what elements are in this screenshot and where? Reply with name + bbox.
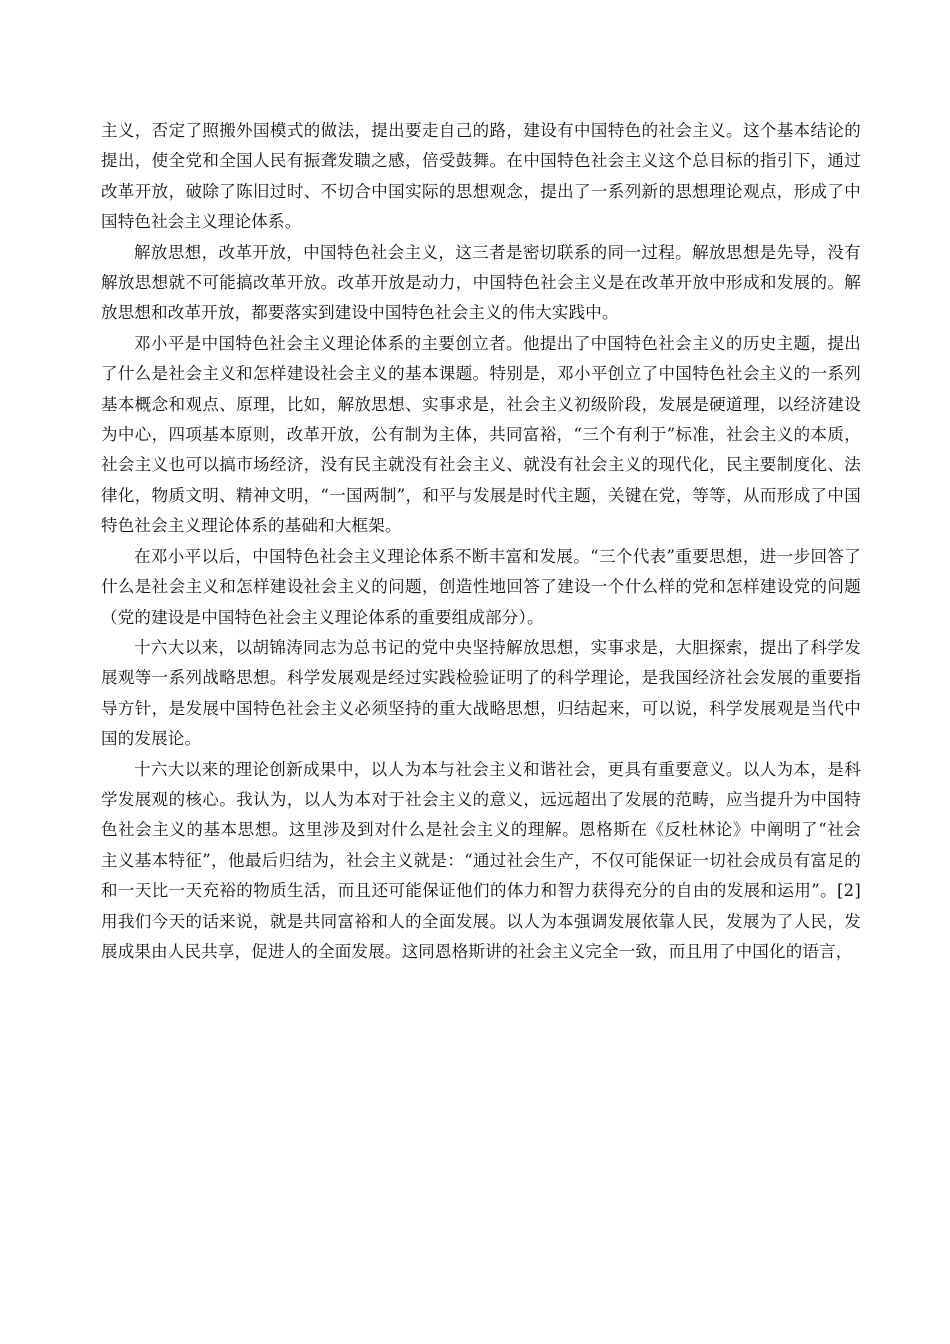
paragraph-sixteenth-congress: 十六大以来，以胡锦涛同志为总书记的党中央坚持解放思想，实事求是，大胆探索，提出了科学发展观等一系列战略思想。科学发展观是经过实践检验证明了的科学理论，是我国经济社会发展的重要指导方针，是发展中国特色社会主义必须坚持的重大战略思想，归结起来，可以说，科学发展观是当代中国的发展论。: [101, 637, 861, 749]
paragraph-people-oriented: 十六大以来的理论创新成果中，以人为本与社会主义和谐社会，更具有重要意义。以人为本，是科学发展观的核心。我认为，以人为本对于社会主义的意义，远远超出了发展的范畴，应当提升为中国特色社会主义的基本思想。这里涉及到对什么是社会主义的理解。恩格斯在《反杜林论》中阐明了“社会主义基本特征”，他最后归结为，社会主义就是：“通过社会生产，不仅可能保证一切社会成员有富足的和一天比一天充裕的物质生活，而且还可能保证他们的体力和智力获得充分的自由的发展和运用”。[2]用我们今天的话来说，就是共同富裕和人的全面发展。以人为本强调发展依靠人民，发展为了人民，发展成果由人民共享，促进人的全面发展。这同恩格斯讲的社会主义完全一致，而且用了中国化的语言，: [101, 759, 861, 961]
document-body: [101, 116, 861, 967]
paragraph-after-deng: 在邓小平以后，中国特色社会主义理论体系不断丰富和发展。“三个代表”重要思想，进一步回答了什么是社会主义和怎样建设社会主义的问题，创造性地回答了建设一个什么样的党和怎样建设党的问题（党的建设是中国特色社会主义理论体系的重要组成部分）。: [101, 546, 861, 627]
paragraph-liberation-of-thought: 解放思想，改革开放，中国特色社会主义，这三者是密切联系的同一过程。解放思想是先导，没有解放思想就不可能搞改革开放。改革开放是动力，中国特色社会主义是在改革开放中形成和发展的。解放思想和改革开放，都要落实到建设中国特色社会主义的伟大实践中。: [101, 242, 861, 323]
paragraph-deng-xiaoping: 邓小平是中国特色社会主义理论体系的主要创立者。他提出了中国特色社会主义的历史主题，提出了什么是社会主义和怎样建设社会主义的基本课题。特别是，邓小平创立了中国特色社会主义的一系列基本概念和观点、原理，比如，解放思想、实事求是，社会主义初级阶段，发展是硬道理，以经济建设为中心，四项基本原则，改革开放，公有制为主体，共同富裕，“三个有利于”标准，社会主义的本质，社会主义也可以搞市场经济，没有民主就没有社会主义、就没有社会主义的现代化，民主要制度化、法律化，物质文明、精神文明，“一国两制”，和平与发展是时代主题，关键在党，等等，从而形成了中国特色社会主义理论体系的基础和大框架。: [101, 333, 861, 536]
paragraph-continuation: 主义，否定了照搬外国模式的做法，提出要走自己的路，建设有中国特色的社会主义。这个基本结论的提出，使全党和全国人民有振聋发聩之感，倍受鼓舞。在中国特色社会主义这个总目标的指引下，通过改革开放，破除了陈旧过时、不切合中国实际的思想观念，提出了一系列新的思想理论观点，形成了中国特色社会主义理论体系。: [101, 121, 861, 232]
